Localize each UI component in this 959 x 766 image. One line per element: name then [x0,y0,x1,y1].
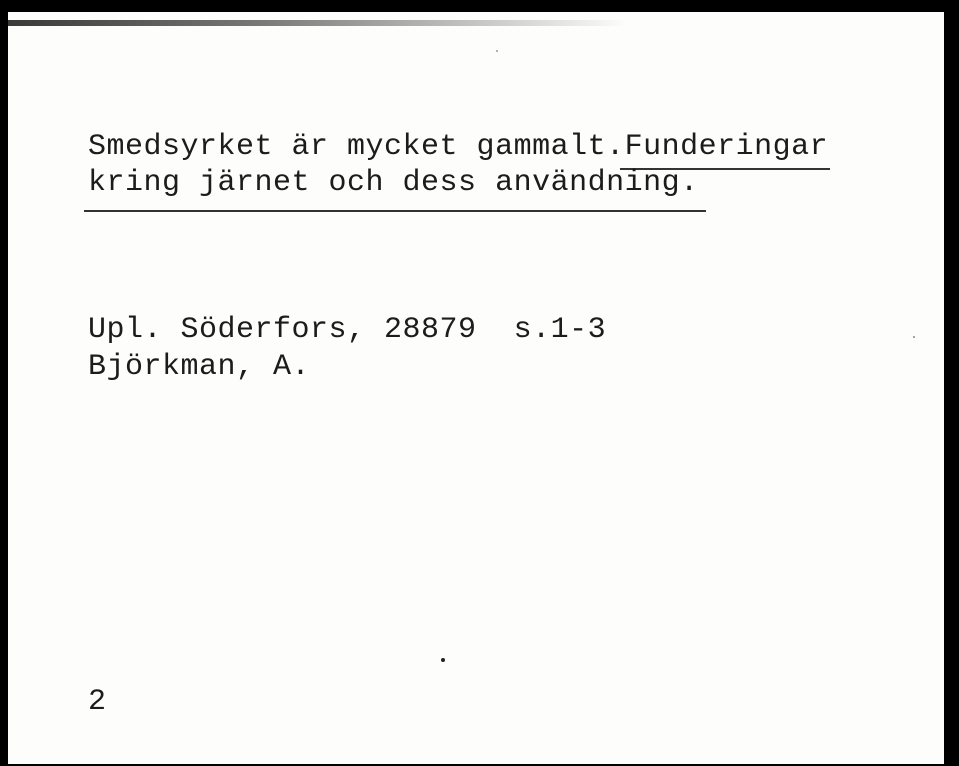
scan-right-border [944,0,959,766]
card-title-line-1: Smedsyrket är mycket gammalt.Funderingar [88,130,829,164]
dust-speck [496,50,498,52]
dust-speck [441,658,445,662]
card-reference-line-1: Upl. Söderfors, 28879 s.1-3 [88,313,607,347]
card-number: 2 [88,685,107,719]
card-paper [8,12,944,764]
card-title-line-2: kring järnet och dess användning. [88,166,699,200]
dust-speck [913,336,915,338]
scan-top-streak [8,20,628,26]
title-underline-2 [84,210,706,212]
card-author: Björkman, A. [88,350,311,384]
